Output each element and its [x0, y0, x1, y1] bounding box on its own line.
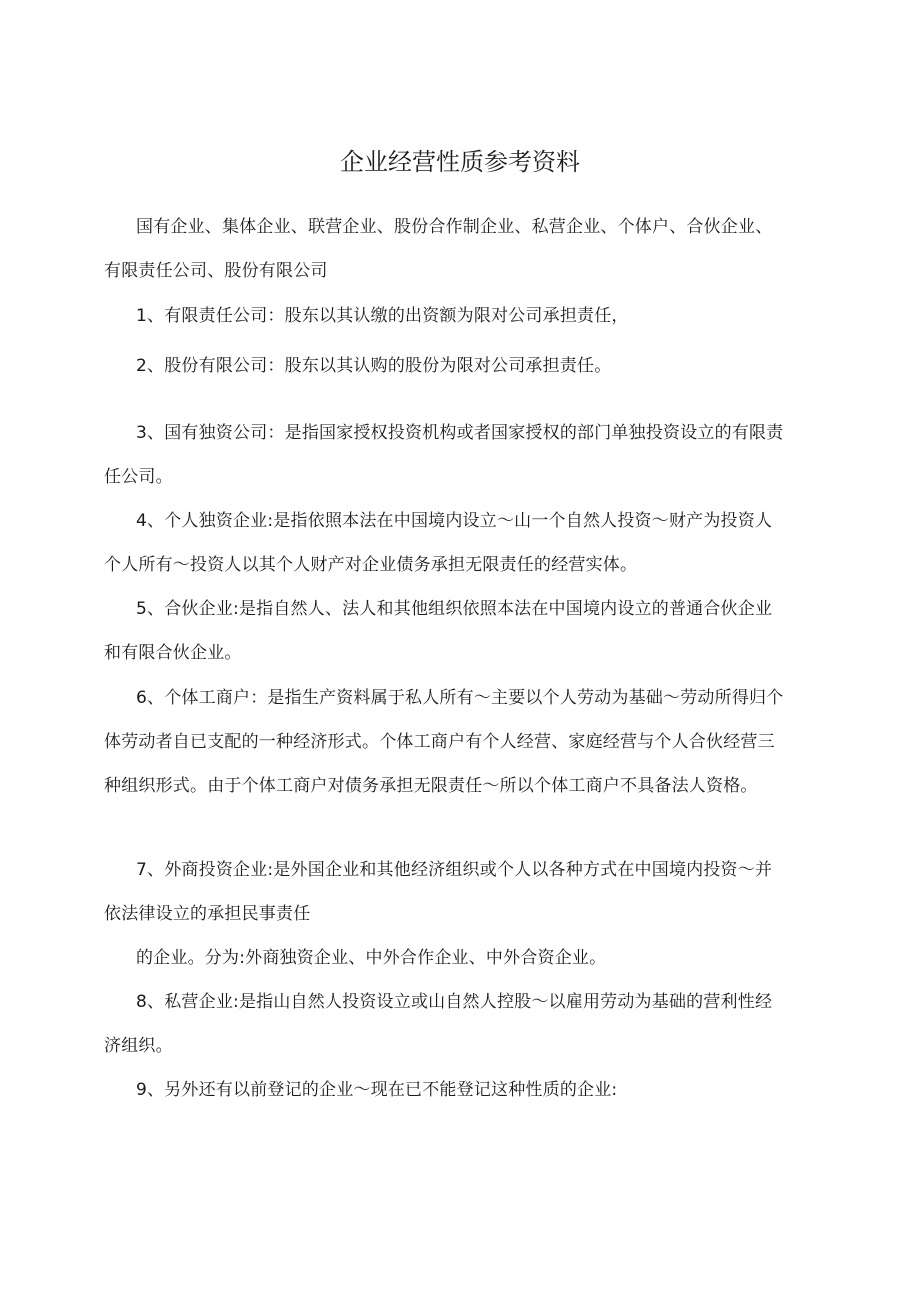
paragraph-item-8: 8、私营企业:是指山自然人投资设立或山自然人控股～以雇用劳动为基础的营利性经济组织。 — [104, 992, 773, 1056]
paragraph-intro: 国有企业、集体企业、联营企业、股份合作制企业、私营企业、个体户、合伙企业、有限责任公司、股份有限公司 — [104, 217, 773, 281]
paragraph-item-7-continued: 的企业。分为:外商独资企业、中外合作企业、中外合资企业。 — [136, 948, 607, 968]
paragraph-item-5: 5、合伙企业:是指自然人、法人和其他组织依照本法在中国境内设立的普通合伙企业和有限合伙企业。 — [104, 599, 773, 663]
paragraph-item-4: 4、个人独资企业:是指依照本法在中国境内设立～山一个自然人投资～财产为投资人个人所有～投资人以其个人财产对企业债务承担无限责任的经营实体。 — [104, 511, 773, 575]
document-title: 企业经营性质参考资料 — [340, 148, 580, 176]
paragraph-item-1: 1、有限责任公司：股东以其认缴的出资额为限对公司承担责任， — [136, 306, 629, 326]
paragraph-item-3: 3、国有独资公司：是指国家授权投资机构或者国家授权的部门单独投资设立的有限责任公司。 — [104, 423, 784, 487]
paragraph-item-6: 6、个体工商户：是指生产资料属于私人所有～主要以个人劳动为基础～劳动所得归个体劳动者自已支配的一种经济形式。个体工商户有个人经营、家庭经营与个人合伙经营三种组织形式。由于个体工商户对债务承担无限责任～所以个体工商户不具备法人资格。 — [104, 688, 784, 796]
paragraph-item-7: 7、外商投资企业:是外国企业和其他经济组织或个人以各种方式在中国境内投资～并依法律设立的承担民事责任 — [104, 860, 773, 924]
paragraph-item-2: 2、股份有限公司：股东以其认购的股份为限对公司承担责任。 — [136, 356, 612, 376]
paragraph-item-9: 9、另外还有以前登记的企业～现在已不能登记这种性质的企业: — [136, 1080, 618, 1100]
